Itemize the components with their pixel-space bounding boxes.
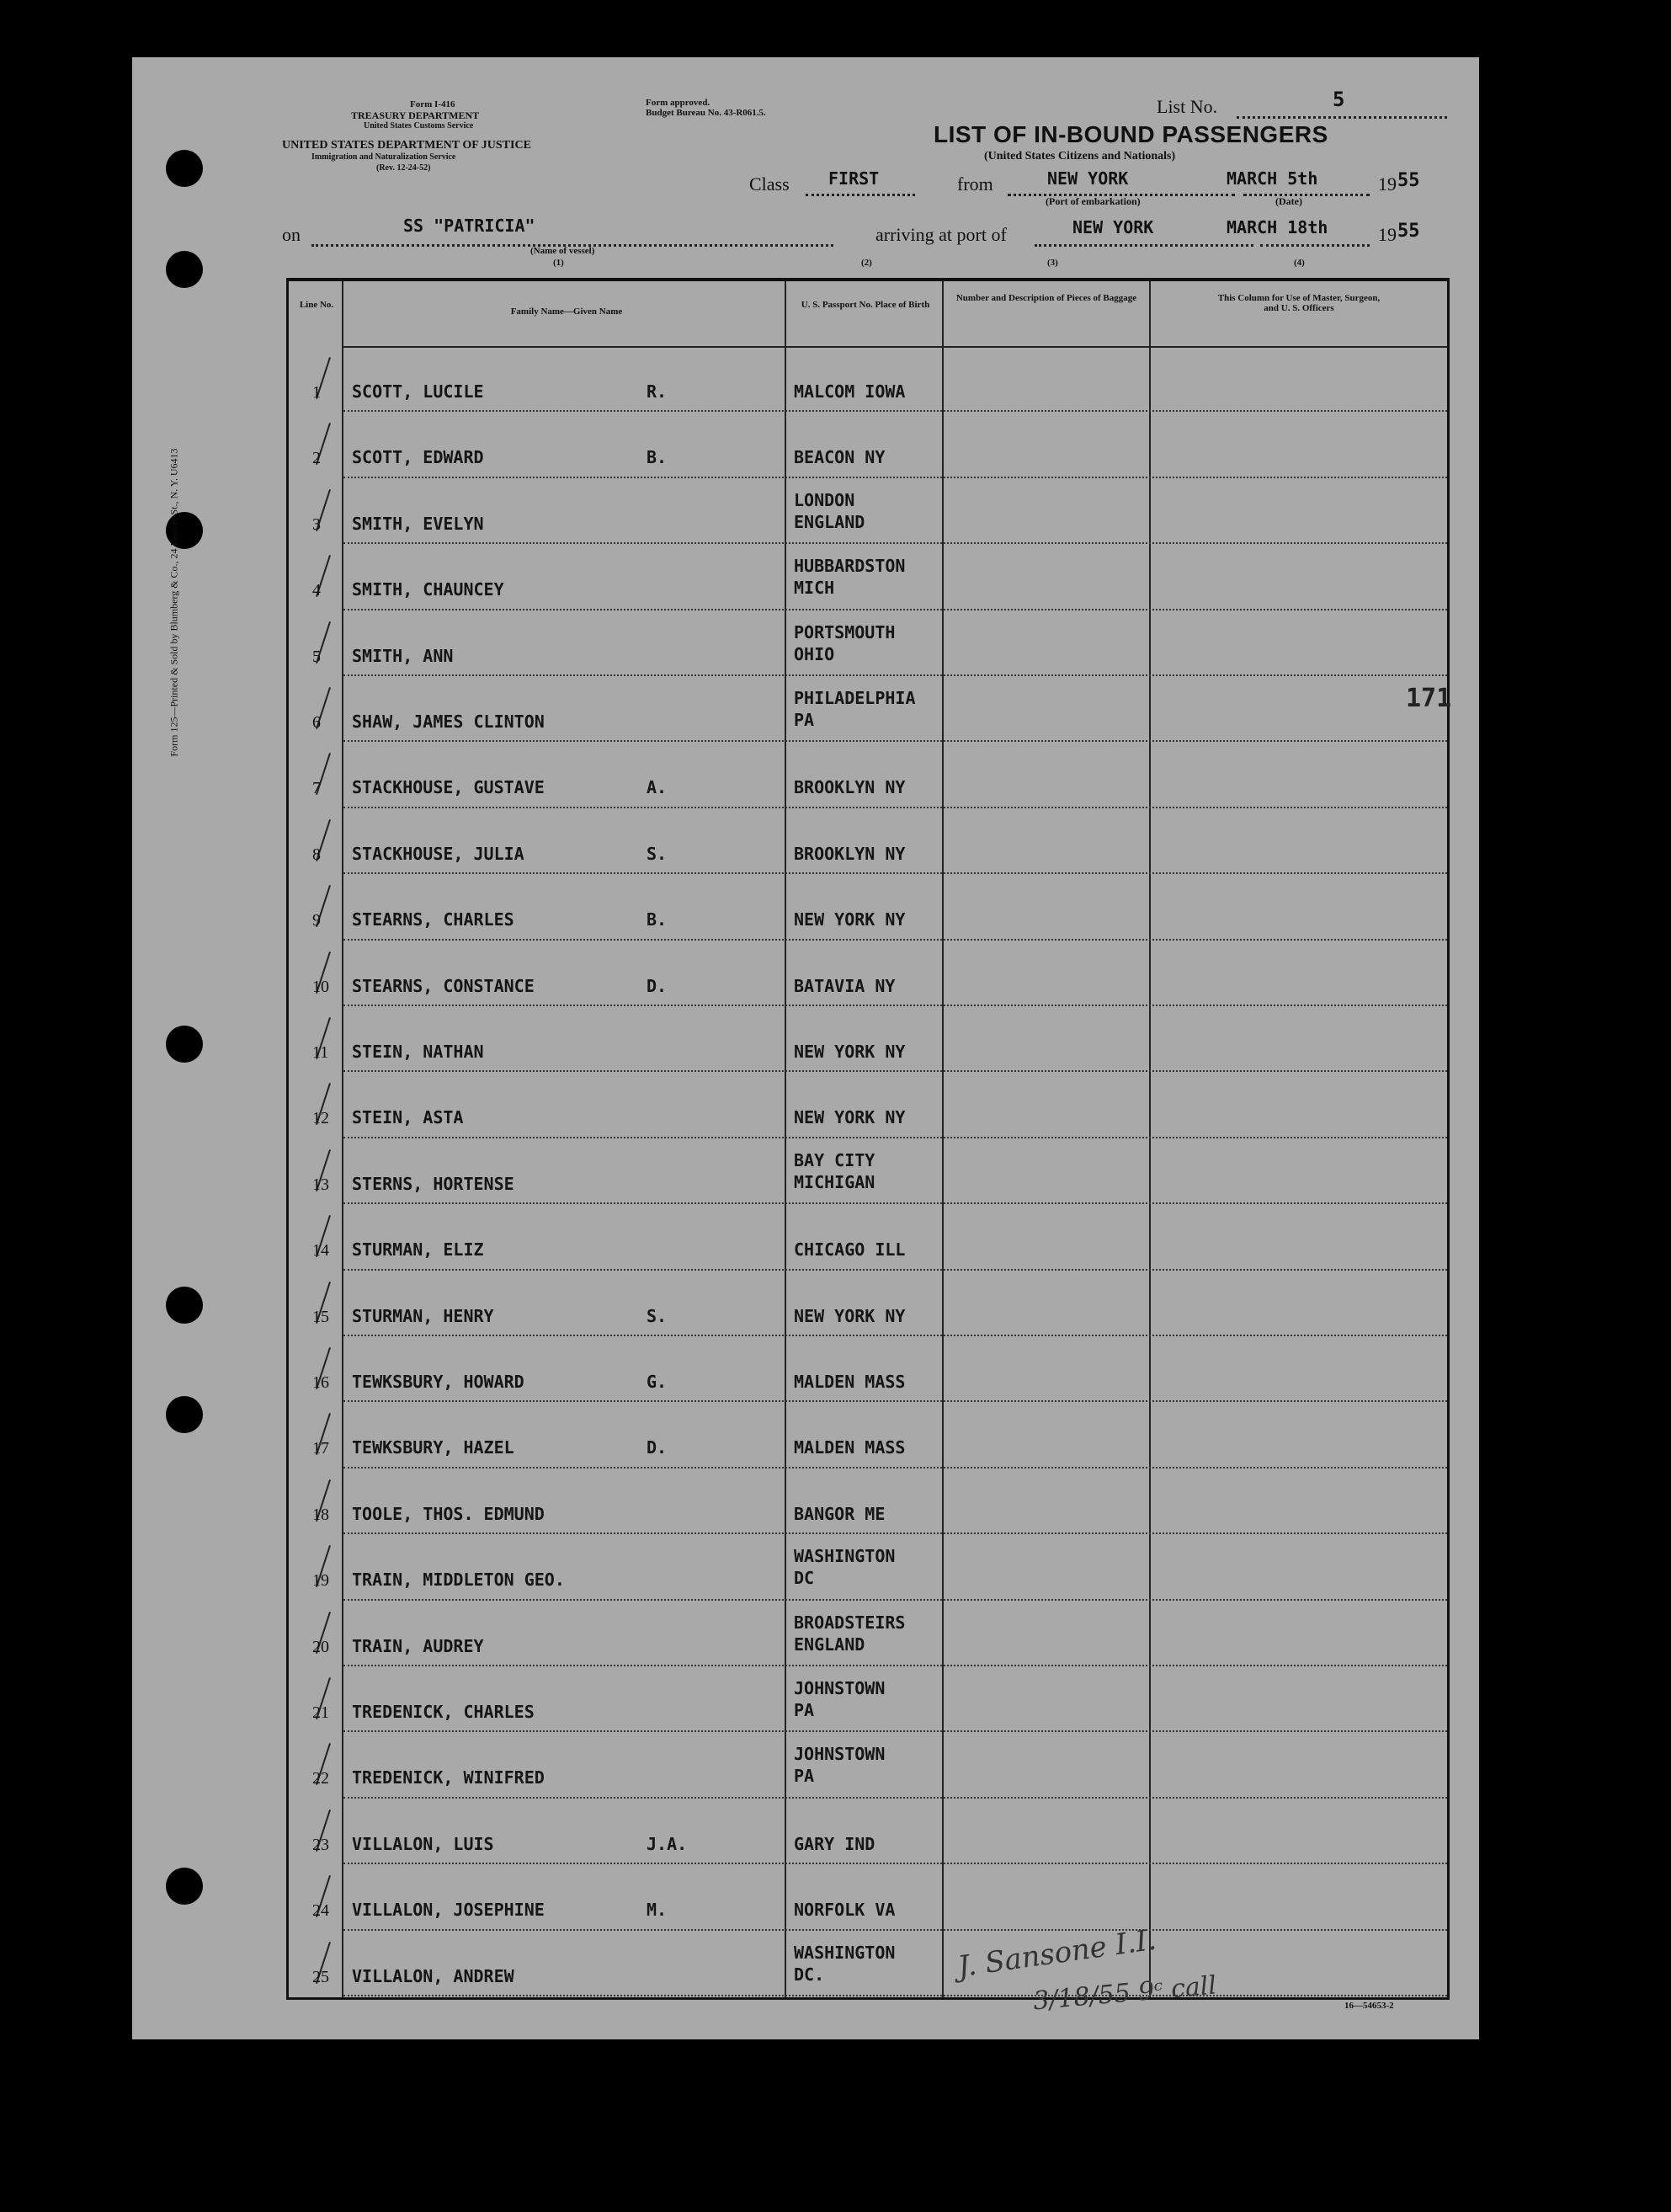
from-label: from — [957, 173, 993, 195]
punch-hole — [166, 150, 203, 187]
line-number: 13 — [312, 1175, 329, 1194]
form-number: Form I-416 — [410, 99, 455, 109]
passenger-name: TRAIN, MIDDLETON GEO. — [352, 1570, 565, 1591]
list-no-label: List No. — [1157, 96, 1218, 117]
table-row — [289, 1601, 1447, 1666]
birthplace-line-1: WASHINGTON — [794, 1942, 896, 1963]
line-number: 20 — [312, 1637, 329, 1656]
birthplace-line-2: MICH — [794, 578, 835, 599]
line-number: 17 — [312, 1439, 329, 1458]
passenger-name: TEWKSBURY, HOWARD — [352, 1372, 524, 1392]
passenger-name: SCOTT, LUCILE — [352, 381, 484, 402]
passenger-name: STEIN, NATHAN — [352, 1042, 484, 1062]
birthplace-line-2: ENGLAND — [794, 511, 865, 532]
passenger-name: SHAW, JAMES CLINTON — [352, 712, 545, 732]
passenger-initial: G. — [647, 1372, 668, 1392]
birthplace-line-1: PHILADELPHIA — [794, 688, 916, 708]
arrive-year-prefix: 19 — [1378, 224, 1397, 245]
officer-stamp: 171 — [1406, 684, 1452, 713]
birthplace-line-2: MICHIGAN — [794, 1171, 875, 1192]
passenger-initial: R. — [647, 381, 668, 402]
birthplace-line-1: WASHINGTON — [794, 1546, 896, 1567]
table-row — [289, 1006, 1447, 1072]
printer-imprint: Form 125—Printed & Sold by Blumberg & Co., 24 Beaver St., N. Y. U6413 — [168, 448, 180, 757]
passenger-name: VILLALON, LUIS — [352, 1833, 494, 1854]
passenger-name: STURMAN, HENRY — [352, 1305, 494, 1326]
birthplace-line-1: BATAVIA NY — [794, 975, 896, 996]
birthplace-line-1: HUBBARDSTON — [794, 556, 906, 577]
table-row — [289, 610, 1447, 676]
budget-bureau: Budget Bureau No. 43-R061.5. — [646, 108, 766, 118]
table-row — [289, 941, 1447, 1006]
header-name: Family Name—Given Name — [510, 306, 623, 317]
birthplace-line-1: GARY IND — [794, 1833, 875, 1854]
table-row — [289, 808, 1447, 874]
col-index-3: (3) — [1047, 258, 1058, 268]
birthplace-line-1: NEW YORK NY — [794, 1042, 906, 1062]
line-number: 8 — [312, 845, 321, 864]
row-rule — [343, 1995, 1447, 1996]
date-caption: (Date) — [1275, 195, 1302, 207]
birthplace-line-1: JOHNSTOWN — [794, 1744, 886, 1765]
birthplace-line-1: PORTSMOUTH — [794, 621, 896, 642]
passenger-initial: S. — [647, 1305, 668, 1326]
passenger-name: STACKHOUSE, GUSTAVE — [352, 777, 545, 798]
passenger-initial: A. — [647, 777, 668, 798]
embark-caption: (Port of embarkation) — [1046, 195, 1141, 207]
birthplace-line-1: CHICAGO ILL — [794, 1239, 906, 1261]
line-number: 7 — [312, 779, 321, 798]
birthplace-line-2: ENGLAND — [794, 1634, 865, 1655]
passenger-initial: M. — [647, 1900, 668, 1921]
passenger-initial: S. — [647, 843, 668, 864]
form-approved: Form approved. — [646, 98, 710, 108]
passenger-table — [286, 278, 1450, 2000]
footer-code: 16—54653-2 — [1344, 2001, 1394, 2011]
birthplace-line-2: DC — [794, 1568, 815, 1589]
line-number: 9 — [312, 911, 321, 930]
line-number: 4 — [312, 581, 321, 600]
table-row — [289, 1666, 1447, 1732]
line-number: 21 — [312, 1703, 329, 1722]
revision-label: (Rev. 12-24-52) — [376, 163, 431, 173]
passenger-name: VILLALON, JOSEPHINE — [352, 1900, 545, 1921]
arrive-date-line — [1260, 244, 1370, 247]
birthplace-line-1: NEW YORK NY — [794, 1107, 906, 1128]
table-row — [289, 1534, 1447, 1600]
line-number: 3 — [312, 514, 321, 534]
passenger-name: STACKHOUSE, JULIA — [352, 843, 524, 864]
punch-hole — [166, 1287, 203, 1324]
punch-hole — [166, 1396, 203, 1433]
birthplace-line-1: MALCOM IOWA — [794, 381, 906, 402]
birthplace-line-1: BAY CITY — [794, 1149, 875, 1170]
line-number: 1 — [312, 383, 321, 402]
signature-date: 3/18/55 9ᶜ call — [1031, 1970, 1218, 2017]
class-label: Class — [749, 173, 790, 195]
table-row — [289, 1072, 1447, 1138]
passenger-name: SCOTT, EDWARD — [352, 447, 484, 468]
table-row — [289, 1864, 1447, 1930]
line-number: 24 — [312, 1901, 329, 1921]
birthplace-line-2: PA — [794, 710, 815, 730]
inspector-signature: J. Sansone I.I. — [955, 1922, 1158, 1985]
line-number: 22 — [312, 1769, 329, 1788]
birthplace-line-2: OHIO — [794, 643, 835, 664]
passenger-name: TREDENICK, CHARLES — [352, 1702, 535, 1722]
passenger-name: TRAIN, AUDREY — [352, 1635, 484, 1656]
table-row — [289, 478, 1447, 544]
class-line — [806, 194, 915, 196]
treasury-label: TREASURY DEPARTMENT — [351, 109, 480, 121]
list-no-value: 5 — [1333, 88, 1345, 111]
depart-date-line — [1243, 194, 1370, 196]
header-line-no: Line No. — [299, 300, 334, 310]
birthplace-line-1: NEW YORK NY — [794, 1305, 906, 1326]
table-row — [289, 1271, 1447, 1336]
col-index-2: (2) — [861, 258, 872, 268]
passenger-name: TOOLE, THOS. EDMUND — [352, 1503, 545, 1524]
arrive-date: MARCH 18th — [1227, 217, 1328, 237]
arrive-port-line — [1035, 244, 1253, 247]
passenger-initial: B. — [647, 447, 668, 468]
line-number: 25 — [312, 1967, 329, 1986]
passenger-name: TEWKSBURY, HAZEL — [352, 1437, 514, 1458]
birthplace-line-2: PA — [794, 1766, 815, 1787]
passenger-initial: D. — [647, 975, 668, 996]
line-number: 2 — [312, 449, 321, 468]
customs-label: United States Customs Service — [364, 121, 474, 131]
arrive-year: 55 — [1397, 221, 1420, 242]
on-label: on — [282, 224, 301, 245]
birthplace-line-1: NEW YORK NY — [794, 909, 906, 930]
table-row — [289, 742, 1447, 808]
depart-year-prefix: 19 — [1378, 173, 1397, 195]
birthplace-line-1: MALDEN MASS — [794, 1437, 906, 1458]
header-baggage: Number and Description of Pieces of Baggage — [955, 293, 1137, 303]
line-number: 14 — [312, 1241, 329, 1261]
birthplace-line-1: NORFOLK VA — [794, 1900, 896, 1921]
passenger-name: SMITH, ANN — [352, 645, 454, 666]
ins-label: Immigration and Naturalization Service — [311, 152, 456, 162]
birthplace-line-1: LONDON — [794, 489, 855, 510]
vessel-name: SS "PATRICIA" — [403, 216, 535, 236]
class-value: FIRST — [828, 168, 880, 189]
birthplace-line-1: MALDEN MASS — [794, 1372, 906, 1392]
line-number: 23 — [312, 1835, 329, 1854]
table-row — [289, 1402, 1447, 1468]
manifest-sheet — [132, 57, 1479, 2039]
passenger-initial: B. — [647, 909, 668, 930]
punch-hole — [166, 1868, 203, 1905]
depart-year: 55 — [1397, 170, 1420, 191]
passenger-name: STERNS, HORTENSE — [352, 1173, 514, 1194]
birthplace-line-1: BROADSTEIRS — [794, 1612, 906, 1633]
line-number: 15 — [312, 1307, 329, 1326]
passenger-name: VILLALON, ANDREW — [352, 1965, 514, 1986]
birthplace-line-1: JOHNSTOWN — [794, 1678, 886, 1698]
passenger-name: TREDENICK, WINIFRED — [352, 1767, 545, 1788]
birthplace-line-1: BANGOR ME — [794, 1503, 886, 1524]
birthplace-line-2: PA — [794, 1700, 815, 1720]
passenger-name: SMITH, CHAUNCEY — [352, 579, 504, 600]
line-number: 19 — [312, 1571, 329, 1591]
line-number: 6 — [312, 713, 321, 732]
header-officers: This Column for Use of Master, Surgeon, and U. S. Officers — [1217, 293, 1381, 313]
table-row — [289, 1799, 1447, 1864]
embark-port: NEW YORK — [1047, 168, 1129, 189]
table-row — [289, 874, 1447, 940]
manifest-title: LIST OF IN-BOUND PASSENGERS — [934, 121, 1328, 147]
passenger-initial: D. — [647, 1437, 668, 1458]
depart-date: MARCH 5th — [1227, 168, 1318, 189]
birthplace-line-1: BROOKLYN NY — [794, 843, 906, 864]
table-row — [289, 544, 1447, 610]
arrive-port: NEW YORK — [1072, 217, 1154, 237]
table-row — [289, 1204, 1447, 1270]
vessel-caption: (Name of vessel) — [530, 246, 595, 256]
punch-hole — [166, 1026, 203, 1063]
col-index-1: (1) — [553, 258, 564, 268]
line-number: 11 — [312, 1043, 329, 1062]
table-row — [289, 1138, 1447, 1204]
birthplace-line-1: BROOKLYN NY — [794, 777, 906, 798]
list-no-line — [1237, 116, 1447, 119]
col-index-4: (4) — [1294, 258, 1305, 268]
table-row — [289, 412, 1447, 477]
passenger-name: SMITH, EVELYN — [352, 513, 484, 534]
punch-hole — [166, 251, 203, 288]
passenger-name: STEARNS, CONSTANCE — [352, 975, 535, 996]
birthplace-line-2: DC. — [794, 1964, 825, 1985]
line-number: 18 — [312, 1505, 329, 1524]
line-number: 12 — [312, 1109, 329, 1128]
arriving-label: arriving at port of — [875, 224, 1007, 245]
line-number: 5 — [312, 647, 321, 666]
table-row — [289, 1931, 1447, 1996]
header-passport: U. S. Passport No. Place of Birth — [801, 300, 930, 310]
passenger-initial: J.A. — [647, 1833, 688, 1854]
table-row — [289, 1468, 1447, 1534]
justice-label: UNITED STATES DEPARTMENT OF JUSTICE — [282, 139, 531, 152]
passenger-name: STEARNS, CHARLES — [352, 909, 514, 930]
table-row — [289, 1732, 1447, 1798]
passenger-name: STURMAN, ELIZ — [352, 1239, 484, 1261]
birthplace-line-1: BEACON NY — [794, 447, 886, 468]
manifest-subtitle: (United States Citizens and Nationals) — [984, 150, 1176, 163]
table-row — [289, 346, 1447, 412]
table-row — [289, 1336, 1447, 1402]
line-number: 16 — [312, 1373, 329, 1392]
passenger-name: STEIN, ASTA — [352, 1107, 464, 1128]
table-row — [289, 676, 1447, 742]
line-number: 10 — [312, 977, 329, 996]
